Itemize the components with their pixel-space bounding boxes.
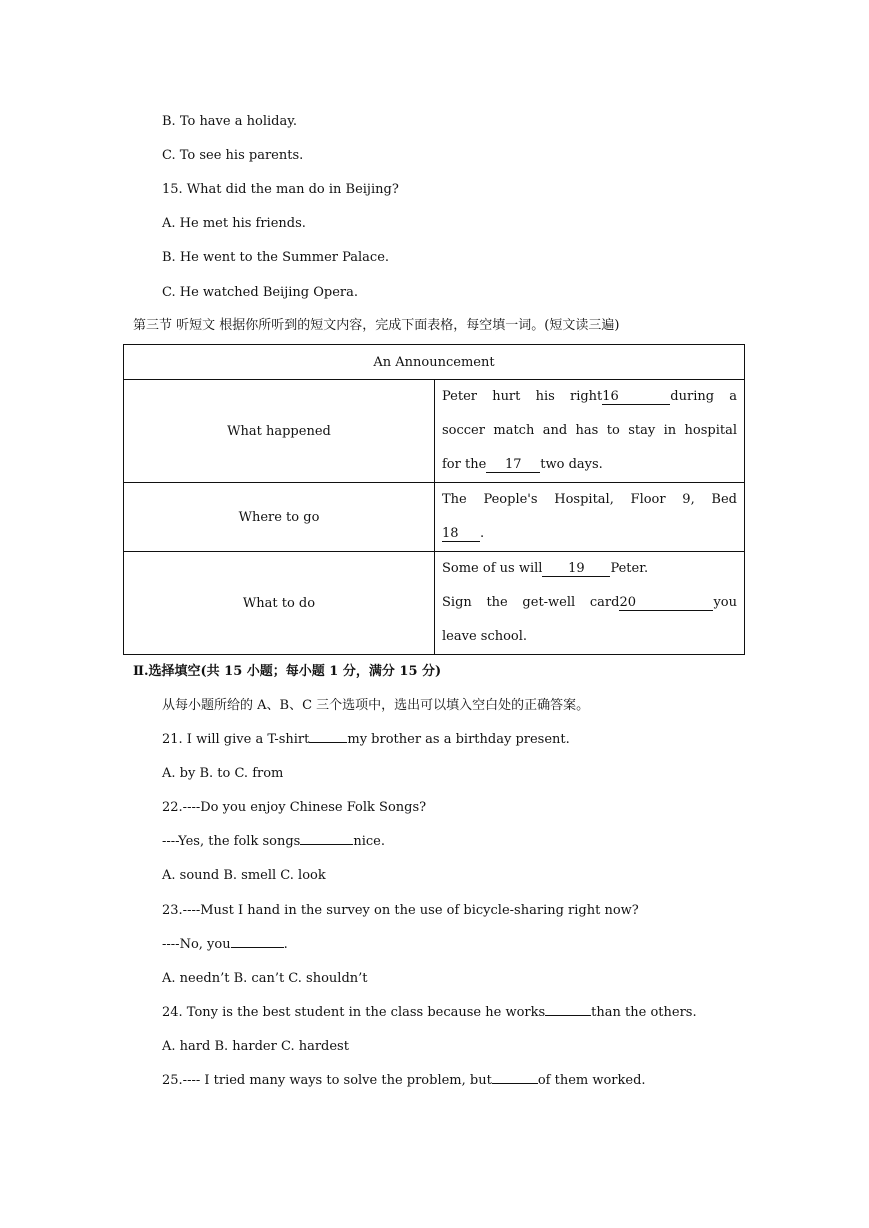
row-content xyxy=(435,380,745,483)
q23-options: A. needn’t B. can’t C. shouldn’t xyxy=(162,971,368,986)
q21-question: 21. I will give a T-shirt my brother as a birthday present. xyxy=(162,732,570,747)
q14-option-c: C. To see his parents. xyxy=(162,148,304,163)
content-line: The People's Hospital, Floor 9, Bed xyxy=(442,492,737,507)
q22-question: 22.----Do you enjoy Chinese Folk Songs? xyxy=(162,800,427,815)
part2-heading: Ⅱ.选择填空(共 15 小题；每小题 1 分，满分 15 分) xyxy=(133,664,442,679)
q22-options: A. sound B. smell C. look xyxy=(162,868,326,883)
content-line: Some of us will 19 Peter. xyxy=(442,561,649,576)
blank-17: 17 xyxy=(486,458,540,473)
content-line: leave school. xyxy=(442,629,528,644)
q24-options: A. hard B. harder C. hardest xyxy=(162,1039,349,1054)
answer-blank xyxy=(545,1015,591,1016)
blank-20: 20 xyxy=(619,596,713,611)
q23-question: 23.----Must I hand in the survey on the use of bicycle-sharing right now? xyxy=(162,903,639,918)
blank-19: 19 xyxy=(542,562,610,577)
blank-18: 18 xyxy=(442,527,480,542)
q14-option-b: B. To have a holiday. xyxy=(162,114,297,129)
q15-question: 15. What did the man do in Beijing? xyxy=(162,182,399,197)
content-line: Peter hurt his right16 during a xyxy=(442,389,737,404)
announcement-table xyxy=(123,344,745,655)
q24-question: 24. Tony is the best student in the class because he works than the others. xyxy=(162,1005,697,1020)
table-title: An Announcement xyxy=(124,345,745,380)
table-row xyxy=(124,483,745,552)
blank-16: 16 xyxy=(602,390,670,405)
row-label: Where to go xyxy=(124,483,435,552)
q22-answer-line: ----Yes, the folk songs nice. xyxy=(162,834,385,849)
part2-instruction: 从每小题所给的 A、B、C 三个选项中，选出可以填入空白处的正确答案。 xyxy=(162,698,590,713)
row-content xyxy=(435,483,745,552)
section3-instruction: 第三节 听短文 根据你所听到的短文内容，完成下面表格，每空填一词。(短文读三遍) xyxy=(133,318,620,333)
row-label: What happened xyxy=(124,380,435,483)
q15-option-a: A. He met his friends. xyxy=(162,216,306,231)
content-line: Sign the get-well card20 you xyxy=(442,595,737,610)
answer-blank xyxy=(309,742,347,743)
content-line: 18 . xyxy=(442,526,485,541)
content-line: soccer match and has to stay in hospital xyxy=(442,423,737,438)
q21-options: A. by B. to C. from xyxy=(162,766,284,781)
q15-option-b: B. He went to the Summer Palace. xyxy=(162,250,390,265)
row-content xyxy=(435,552,745,655)
table-row xyxy=(124,380,745,483)
q15-option-c: C. He watched Beijing Opera. xyxy=(162,285,359,300)
answer-blank xyxy=(231,947,284,948)
table-row xyxy=(124,552,745,655)
answer-blank xyxy=(300,844,353,845)
q25-question: 25.---- I tried many ways to solve the problem, but of them worked. xyxy=(162,1073,646,1088)
q23-answer-line: ----No, you . xyxy=(162,937,288,952)
answer-blank xyxy=(492,1083,538,1084)
row-label: What to do xyxy=(124,552,435,655)
content-line: for the 17 two days. xyxy=(442,457,603,472)
